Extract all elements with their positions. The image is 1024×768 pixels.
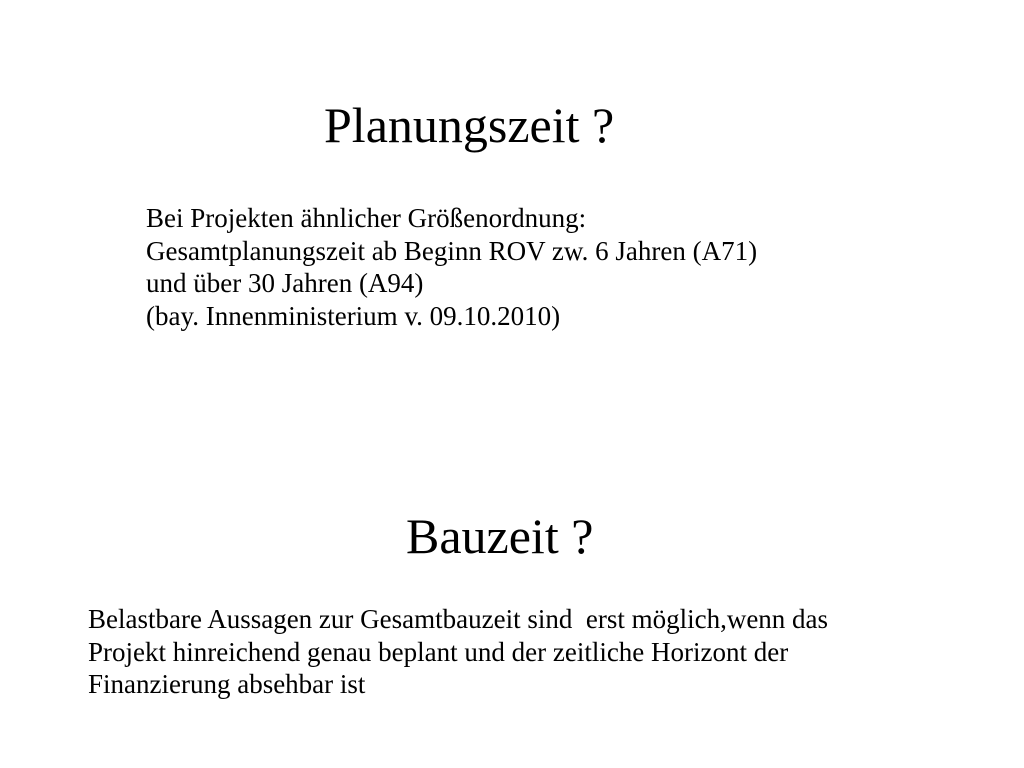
planning-text-line: Bei Projekten ähnlicher Größenordnung: [146, 203, 587, 233]
planning-time-heading: Planungszeit ? [324, 97, 615, 153]
construction-time-text [88, 603, 828, 701]
planning-time-text [146, 202, 757, 332]
construction-text-line: Belastbare Aussagen zur Gesamtbauzeit sind erst möglich,wenn das [88, 604, 829, 634]
planning-text-line: (bay. Innenministerium v. 09.10.2010) [146, 300, 561, 331]
planning-text-line: und über 30 Jahren (A94) [146, 268, 424, 298]
construction-text-line: Projekt hinreichend genau beplant und der zeitliche Horizont der [88, 636, 789, 667]
construction-text-line: Finanzierung absehbar ist [88, 669, 366, 699]
construction-time-heading: Bauzeit ? [406, 508, 594, 564]
planning-text-line: Gesamtplanungszeit ab Beginn ROV zw. 6 Jahren (A71) [146, 235, 758, 266]
